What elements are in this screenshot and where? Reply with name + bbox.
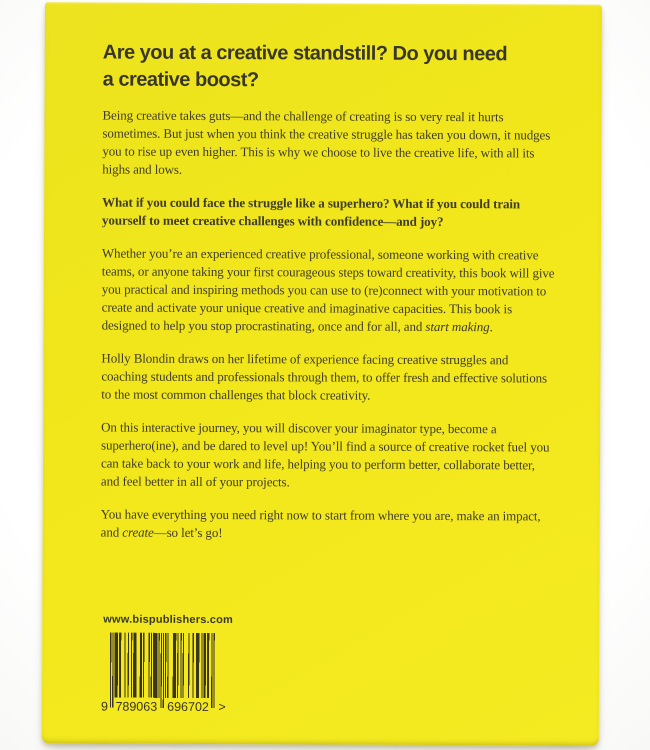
- text-segment: Whether you’re an experienced creative professional, someone working with creative teams, or anyone taking your first courageous steps toward creativity, this book will give you practical and inspiring methods you can use to (re)connect with your motivation to create and activate your unique creative and imaginative capacities. This book is designed to help you stop procrastinating, once and for all, and: [101, 245, 555, 334]
- text-segment: Holly Blondin draws on her lifetime of experience facing creative struggles and coaching students and professionals through them, to offer fresh and effective solutions to the most common challenges that block creativity.: [101, 350, 548, 403]
- headline: [103, 40, 558, 96]
- text-segment: You have everything you need right now to start from where you are, make an impact, and: [100, 506, 541, 540]
- barcode-svg: [98, 633, 232, 716]
- paragraph-audience: [102, 245, 557, 337]
- headline-line-2: a creative boost?: [102, 68, 259, 92]
- text-segment: .: [489, 319, 493, 335]
- cover-text-block: [101, 40, 558, 559]
- text-segment: On this interactive journey, you will discover your imaginator type, become a superhero(ine), and be dared to level up! You’ll find a source of creative rocket fuel you can take back to your work and life, helping you to perform better, collaborate better, and feel better in all of your projects.: [100, 419, 550, 490]
- barcode-digit-lead: 9: [100, 699, 108, 714]
- barcode-digits-right: 696702: [167, 699, 209, 714]
- text-segment: start making: [425, 318, 490, 335]
- paragraph-challenge: [102, 194, 557, 232]
- paragraph-journey: [101, 419, 556, 493]
- headline-line-1: Are you at a creative standstill? Do you need: [102, 41, 508, 66]
- paragraph-callout: [101, 506, 556, 544]
- barcode-digits-left: 789063: [115, 699, 158, 714]
- book-back-cover: [42, 2, 602, 745]
- text-segment: Being creative takes guts—and the challenge of creating is so very real it hurts sometimes. But just when you think the creative struggle has taken you down, it nudges you to rise up even higher. This is why we choose to live the creative life, with all its highs and lows.: [102, 107, 551, 177]
- barcode-suffix: >: [218, 700, 226, 715]
- paragraph-author: [101, 350, 556, 406]
- publisher-website-url: www.bispublishers.com: [103, 613, 234, 627]
- text-segment: —so let’s go!: [153, 524, 223, 541]
- paragraph-hook: [102, 107, 557, 181]
- isbn-barcode: [98, 633, 232, 716]
- text-segment: create: [122, 524, 154, 540]
- text-segment: What if you could face the struggle like a superhero? What if you could train yourself to meet creative challenges with confidence—and joy?: [102, 194, 521, 230]
